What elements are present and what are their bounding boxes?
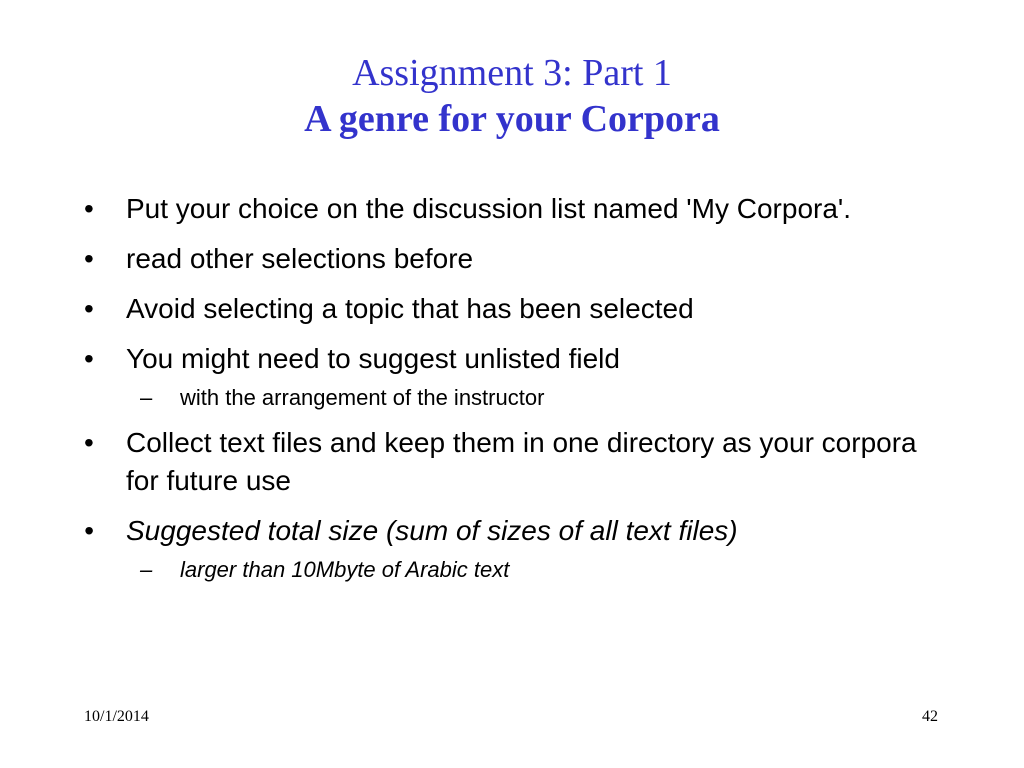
bullet-text: Put your choice on the discussion list named 'My Corpora'. — [126, 193, 852, 224]
sub-bullet-text: with the arrangement of the instructor — [180, 385, 545, 410]
bullet-item — [84, 512, 944, 550]
sub-bullet-item — [84, 384, 944, 412]
bullet-text: Collect text files and keep them in one directory as your corpora for future use — [126, 427, 917, 496]
slide-title — [0, 50, 1024, 142]
bullet-text: Avoid selecting a topic that has been selected — [126, 293, 694, 324]
bullet-marker: • — [84, 343, 94, 374]
bullet-item — [84, 424, 944, 500]
bullet-item — [84, 190, 944, 228]
title-line-2: A genre for your Corpora — [304, 98, 720, 140]
bullet-marker: • — [84, 293, 94, 324]
bullet-marker: • — [84, 243, 94, 274]
bullet-text: Suggested total size (sum of sizes of all text files) — [126, 515, 738, 546]
bullet-marker: • — [84, 427, 94, 458]
sub-bullet-item — [84, 556, 944, 584]
page-number: 42 — [922, 708, 938, 725]
title-line-1: Assignment 3: Part 1 — [352, 52, 672, 94]
bullet-text: You might need to suggest unlisted field — [126, 343, 620, 374]
bullet-item — [84, 240, 944, 278]
bullet-item — [84, 290, 944, 328]
sub-bullet-marker: – — [140, 385, 153, 410]
bullet-item — [84, 340, 944, 378]
sub-bullet-text: larger than 10Mbyte of Arabic text — [180, 557, 510, 582]
bullet-text: read other selections before — [126, 243, 474, 274]
bullet-marker: • — [84, 193, 94, 224]
bullet-list — [84, 190, 944, 596]
footer-date: 10/1/2014 — [84, 708, 149, 725]
sub-bullet-marker: – — [140, 557, 153, 582]
bullet-marker: • — [84, 515, 94, 546]
